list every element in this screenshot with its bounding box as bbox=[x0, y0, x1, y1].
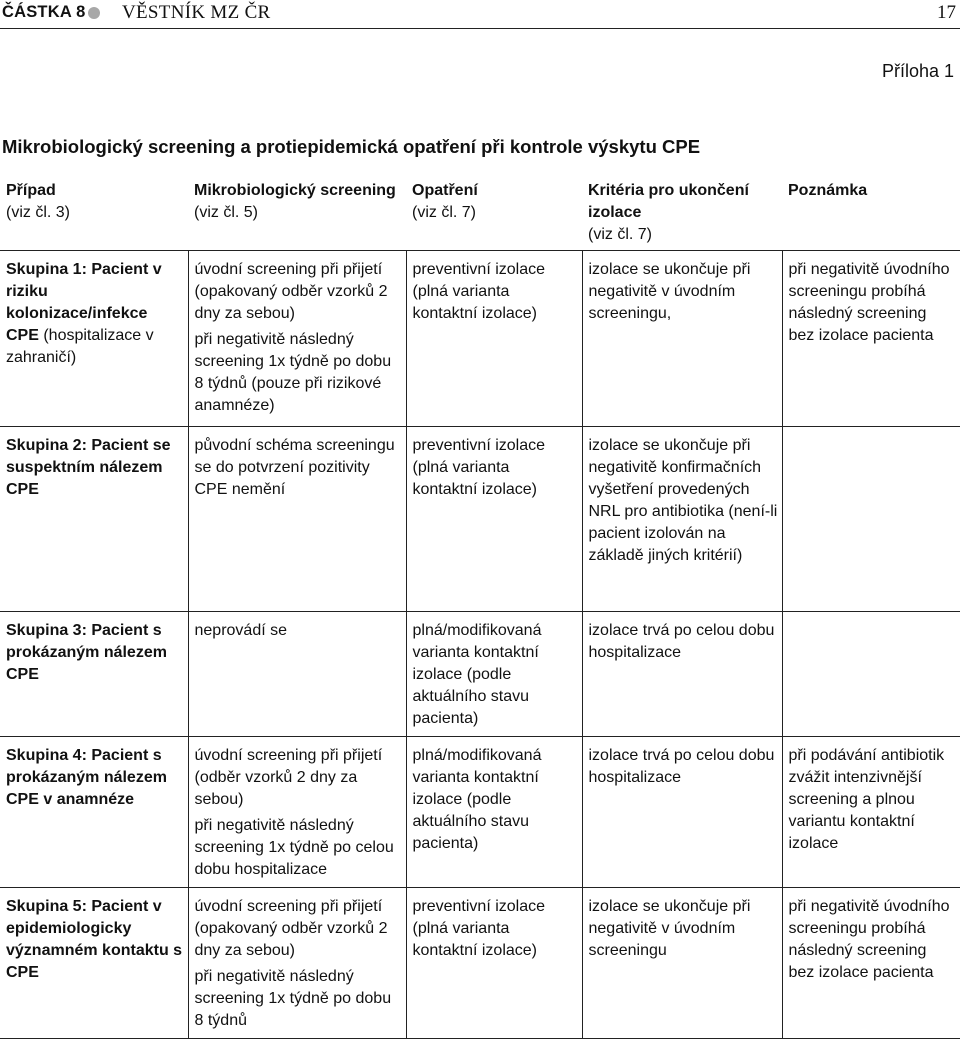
header-criteria-title: Kritéria pro ukončení izolace bbox=[588, 182, 749, 221]
cell-case bbox=[0, 612, 188, 737]
cell-criteria: izolace trvá po celou dobu hospitalizace bbox=[582, 612, 782, 737]
screening-paragraph: úvodní screening při přijetí (opakovaný odběr vzorků 2 dny za sebou) bbox=[194, 261, 388, 322]
cell-case bbox=[0, 251, 188, 427]
case-group: Skupina 3: Pacient s prokázaným nálezem CPE bbox=[6, 622, 167, 683]
cell-case bbox=[0, 888, 188, 1039]
page-title: Mikrobiologický screening a protiepidemická opatření při kontrole výskytu CPE bbox=[2, 136, 701, 157]
cell-screening bbox=[188, 427, 406, 612]
case-group: Skupina 5: Pacient v epidemiologicky významném kontaktu s CPE bbox=[6, 898, 183, 981]
table-row bbox=[0, 888, 960, 1039]
header-criteria-ref: (viz čl. 7) bbox=[588, 226, 652, 243]
cell-note: při negativitě úvodního screeningu probíhá následný screening bez izolace pacienta bbox=[782, 251, 960, 427]
cell-measures: preventivní izolace (plná varianta kontaktní izolace) bbox=[406, 427, 582, 612]
table-header-row bbox=[0, 170, 960, 251]
header-screening-title: Mikrobiologický screening bbox=[194, 182, 396, 199]
cell-measures: plná/modifikovaná varianta kontaktní izolace (podle aktuálního stavu pacienta) bbox=[406, 612, 582, 737]
header-note-title: Poznámka bbox=[788, 182, 868, 199]
cell-case bbox=[0, 427, 188, 612]
case-group: Skupina 1: Pacient v riziku kolonizace/infekce CPE bbox=[6, 261, 162, 344]
cell-case bbox=[0, 737, 188, 888]
header-measures bbox=[406, 170, 582, 251]
case-detail: (hospitalizace v zahraničí) bbox=[6, 327, 154, 366]
case-group: Skupina 2: Pacient se suspektním nálezem CPE bbox=[6, 437, 171, 498]
cell-screening bbox=[188, 888, 406, 1039]
table-row bbox=[0, 427, 960, 612]
cell-criteria: izolace se ukončuje při negativitě konfirmačních vyšetření provedených NRL pro antibiotika (není-li pacient izolován na základě jiných kritérií) bbox=[582, 427, 782, 612]
header-note bbox=[782, 170, 960, 251]
cell-note bbox=[782, 612, 960, 737]
table-row bbox=[0, 251, 960, 427]
screening-paragraph: úvodní screening při přijetí (opakovaný odběr vzorků 2 dny za sebou) bbox=[194, 898, 388, 959]
screening-table bbox=[0, 170, 960, 1039]
cell-screening bbox=[188, 251, 406, 427]
cell-measures: preventivní izolace (plná varianta kontaktní izolace) bbox=[406, 888, 582, 1039]
header-measures-title: Opatření bbox=[412, 182, 478, 199]
header-case-ref: (viz čl. 3) bbox=[6, 204, 70, 221]
page-number: 17 bbox=[937, 2, 956, 23]
screening-paragraph: neprovádí se bbox=[194, 622, 288, 639]
bullet-dot-icon bbox=[88, 7, 100, 19]
header-screening-ref: (viz čl. 5) bbox=[194, 204, 258, 221]
cell-screening bbox=[188, 612, 406, 737]
screening-paragraph: úvodní screening při přijetí (odběr vzorků 2 dny za sebou) bbox=[194, 747, 383, 808]
page-header bbox=[0, 0, 960, 28]
cell-screening bbox=[188, 737, 406, 888]
screening-paragraph: při negativitě následný screening 1x týdně po celou dobu hospitalizace bbox=[194, 817, 394, 878]
cell-note bbox=[782, 427, 960, 612]
header-measures-ref: (viz čl. 7) bbox=[412, 204, 476, 221]
header-rule bbox=[0, 28, 960, 29]
cell-note: při podávání antibiotik zvážit intenzivnější screening a plnou variantu kontaktní izolace bbox=[782, 737, 960, 888]
cell-measures: preventivní izolace (plná varianta kontaktní izolace) bbox=[406, 251, 582, 427]
screening-paragraph: při negativitě následný screening 1x týdně po dobu 8 týdnů (pouze při rizikové anamnéze) bbox=[194, 331, 392, 414]
screening-paragraph: při negativitě následný screening 1x týdně po dobu 8 týdnů bbox=[194, 968, 392, 1029]
table-row bbox=[0, 612, 960, 737]
header-case-title: Případ bbox=[6, 182, 56, 199]
cell-criteria: izolace se ukončuje při negativitě v úvodním screeningu bbox=[582, 888, 782, 1039]
cell-measures: plná/modifikovaná varianta kontaktní izolace (podle aktuálního stavu pacienta) bbox=[406, 737, 582, 888]
cell-criteria: izolace se ukončuje při negativitě v úvodním screeningu, bbox=[582, 251, 782, 427]
header-criteria bbox=[582, 170, 782, 251]
table-row bbox=[0, 737, 960, 888]
journal-name: VĚSTNÍK MZ ČR bbox=[122, 2, 271, 23]
case-group: Skupina 4: Pacient s prokázaným nálezem CPE v anamnéze bbox=[6, 747, 167, 808]
cell-note: při negativitě úvodního screeningu probíhá následný screening bez izolace pacienta bbox=[782, 888, 960, 1039]
header-case bbox=[0, 170, 188, 251]
section-label: ČÁSTKA 8 bbox=[2, 3, 86, 21]
header-screening bbox=[188, 170, 406, 251]
screening-paragraph: původní schéma screeningu se do potvrzení pozitivity CPE nemění bbox=[194, 437, 395, 498]
annex-label: Příloha 1 bbox=[881, 61, 954, 81]
cell-criteria: izolace trvá po celou dobu hospitalizace bbox=[582, 737, 782, 888]
